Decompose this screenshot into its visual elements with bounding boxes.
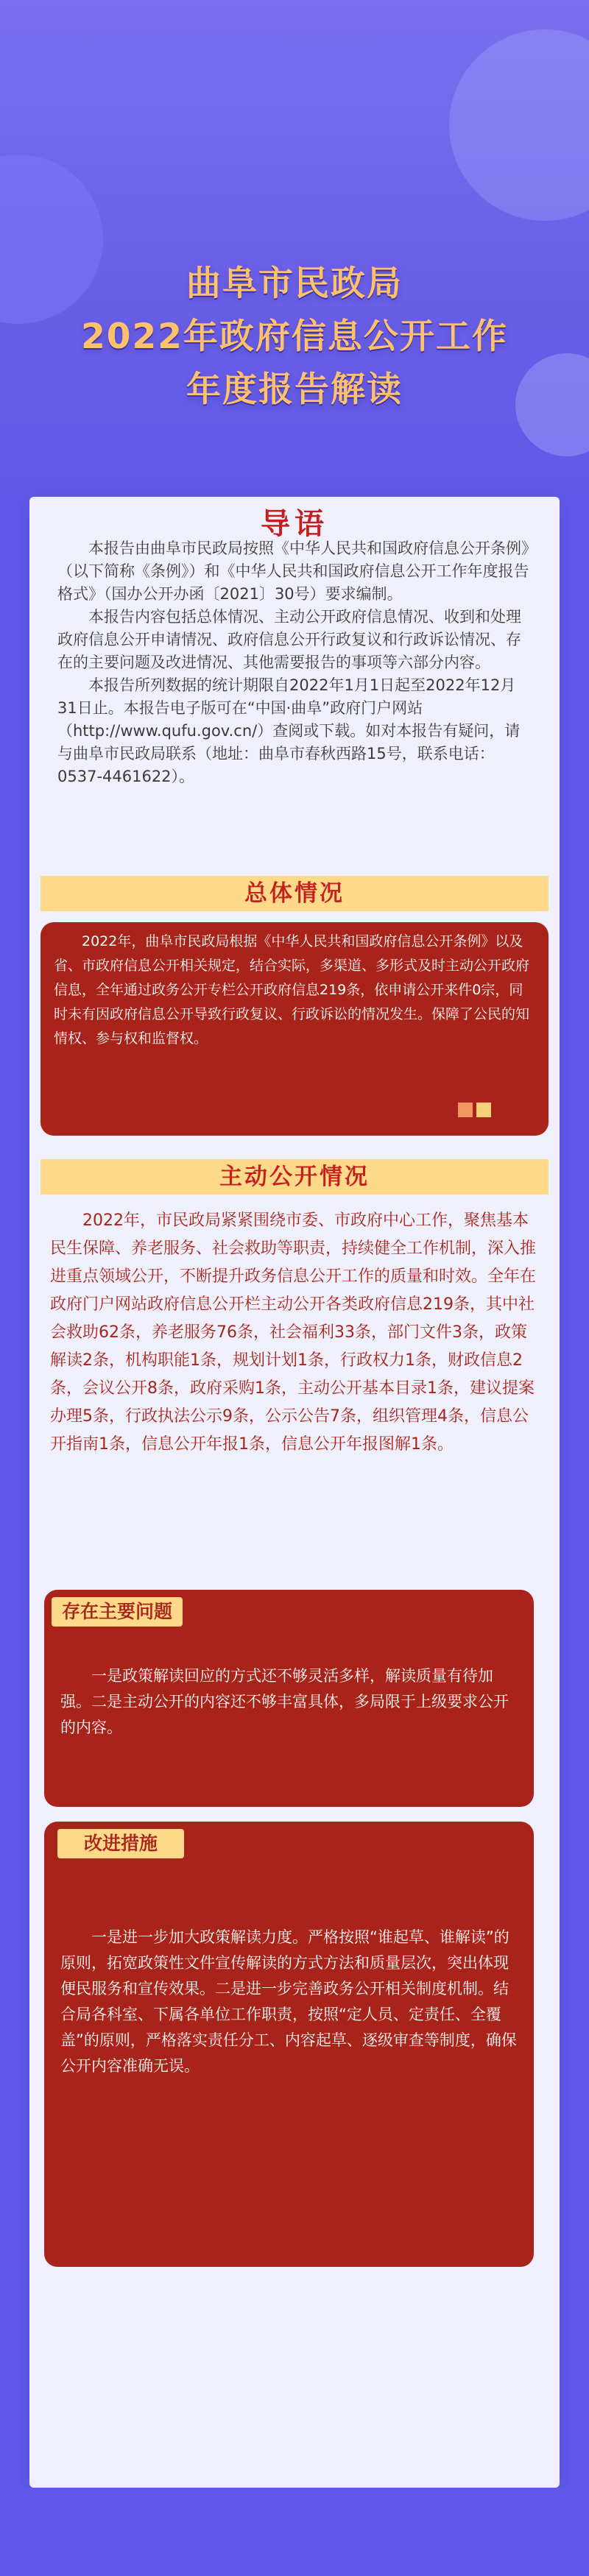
intro-paragraph: 本报告所列数据的统计期限自2022年1月1日起至2022年12月31日止。本报告电子版可在“中国·曲阜”政府门户网站（http://www.qufu.gov.cn/）查阅或下载。如对本报告有疑问，请与曲阜市民政局联系（地址：曲阜市春秋西路15号，联系电话：0537-4461622）。 xyxy=(57,676,521,785)
decor-square xyxy=(476,1103,491,1117)
title-line-2: 2022年政府信息公开工作 xyxy=(81,316,508,357)
intro-heading: 导语 xyxy=(261,507,328,541)
measures-paragraph: 一是进一步加大政策解读力度。严格按照“谁起草、谁解读”的原则，拓宽政策性文件宣传解读的方式方法和质量层次，突出体现便民服务和宣传效果。二是进一步完善政务公开相关制度机制。结合局各科室、下属各单位工作职责，按照“定人员、定责任、全覆盖”的原则，严格落实责任分工、内容起草、逐级审查等制度，确保公开内容准确无误。 xyxy=(60,1928,517,2075)
overview-text xyxy=(54,930,532,1051)
footer-band xyxy=(0,2488,589,2576)
title-line-1: 曲阜市民政局 xyxy=(186,263,403,304)
measures-heading: 改进措施 xyxy=(57,1829,184,1858)
problems-text xyxy=(60,1663,518,1741)
problems-paragraph: 一是政策解读回应的方式还不够灵活多样，解读质量有待加强。二是主动公开的内容还不够丰富具体，多局限于上级要求公开的内容。 xyxy=(60,1667,509,1736)
decor-square xyxy=(458,1103,473,1117)
intro-paragraph: 本报告由曲阜市民政局按照《中华人民共和国政府信息公开条例》（以下简称《条例》）和《中华人民共和国政府信息公开工作年度报告格式》（国办公开办函〔2021〕30号）要求编制。 xyxy=(57,539,529,603)
intro-text xyxy=(57,537,533,788)
intro-paragraph: 本报告内容包括总体情况、主动公开政府信息情况、收到和处理政府信息公开申请情况、政府信息公开行政复议和行政诉讼情况、存在的主要问题及改进情况、其他需要报告的事项等六部分内容。 xyxy=(57,608,521,671)
section-heading-disclosure: 主动公开情况 xyxy=(40,1159,549,1195)
measures-text xyxy=(60,1925,518,2079)
decor-blob xyxy=(449,29,589,221)
problems-heading: 存在主要问题 xyxy=(52,1597,183,1627)
overview-paragraph: 2022年，曲阜市民政局根据《中华人民共和国政府信息公开条例》以及省、市政府信息公开相关规定，结合实际，多渠道、多形式及时主动公开政府信息，全年通过政务公开专栏公开政府信息219条，依申请公开来件0宗，同时未有因政府信息公开导致行政复议、行政诉讼的情况发生。保障了公民的知情权、参与权和监督权。 xyxy=(54,933,530,1047)
measures-box xyxy=(44,1822,534,2267)
disclosure-text xyxy=(50,1207,539,1459)
overview-box xyxy=(40,922,549,1136)
title-line-3: 年度报告解读 xyxy=(186,369,403,410)
problems-box xyxy=(44,1590,534,1807)
section-heading-overview: 总体情况 xyxy=(40,876,549,911)
page-title xyxy=(0,258,589,417)
disclosure-paragraph: 2022年，市民政局紧紧围绕市委、市政府中心工作，聚焦基本民生保障、养老服务、社会救助等职责，持续健全工作机制，深入推进重点领域公开，不断提升政务信息公开工作的质量和时效。全年在政府门户网站政府信息公开栏主动公开各类政府信息219条，其中社会救助62条，养老服务76条，社会福利33条，部门文件3条，政策解读2条，机构职能1条，规划计划1条，行政权力1条，财政信息2条，会议公开8条，政府采购1条，主动公开基本目录1条，建议提案办理5条，行政执法公示9条，公示公告7条，组织管理4条，信息公开指南1条，信息公开年报1条，信息公开年报图解1条。 xyxy=(50,1211,537,1454)
